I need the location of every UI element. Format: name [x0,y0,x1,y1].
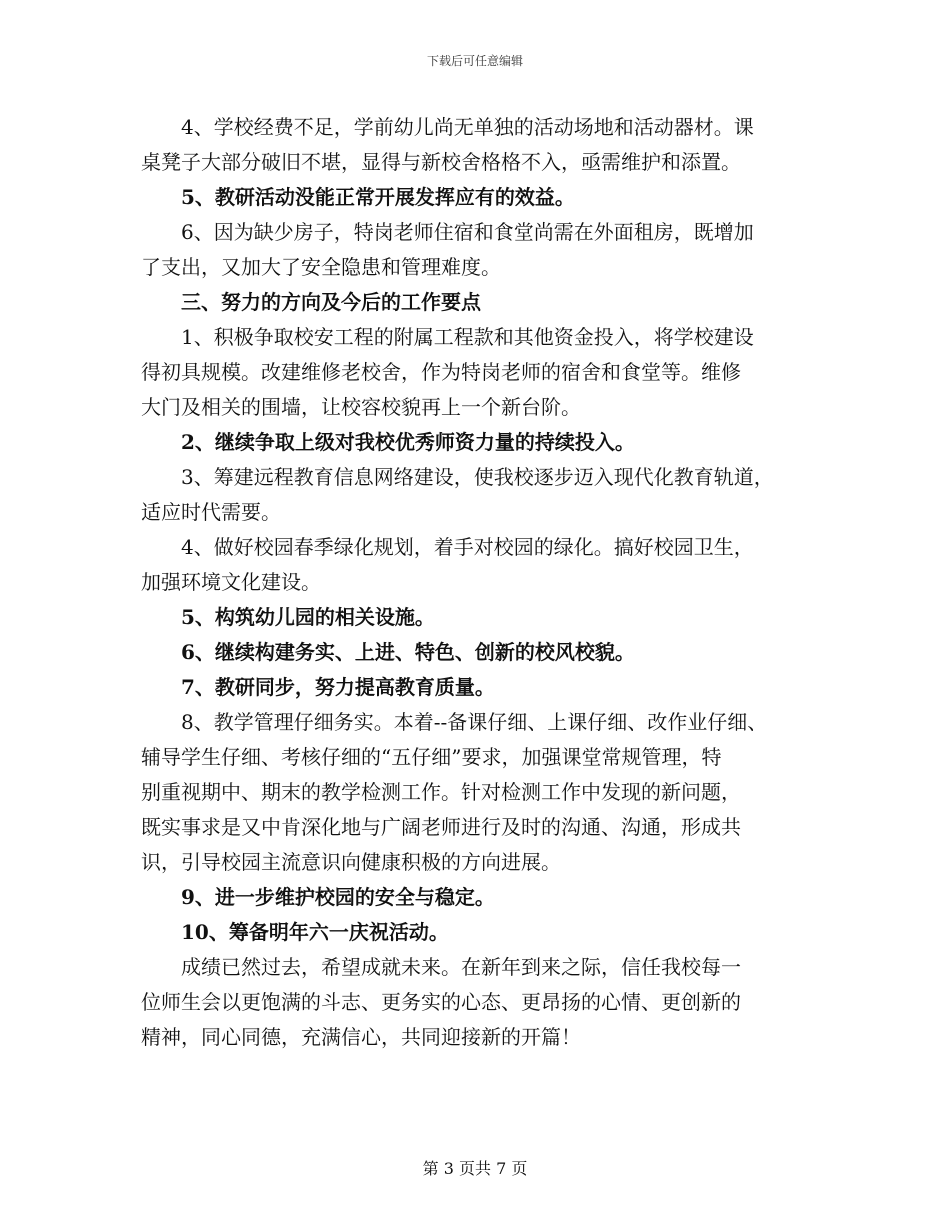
text-line: 桌凳子大部分破旧不堪，显得与新校舍格格不入，亟需维护和添置。 [141,150,741,174]
paragraph [141,215,831,285]
bold-paragraph [141,425,831,460]
text-line: 识，引导校园主流意识向健康积极的方向进展。 [141,850,561,874]
text-line: 别重视期中、期末的教学检测工作。针对检测工作中发现的新问题， [141,780,741,804]
paragraph [141,705,831,880]
paragraph [141,320,831,425]
paragraph [141,460,831,530]
page-footer: 第 3 页共 7 页 [422,1159,528,1178]
text-line: 既实事求是又中肯深化地与广阔老师进行及时的沟通、沟通，形成共 [141,815,741,839]
text-line: 6、继续构建务实、上进、特色、创新的校风校貌。 [181,640,635,664]
text-line: 精神，同心同德，充满信心，共同迎接新的开篇！ [141,1025,581,1049]
text-line: 5、构筑幼儿园的相关设施。 [181,605,435,629]
bold-paragraph [141,670,831,705]
text-line: 加强环境文化建设。 [141,570,321,594]
text-line: 适应时代需要。 [141,500,281,524]
text-line: 1、积极争取校安工程的附属工程款和其他资金投入，将学校建设 [181,325,754,349]
document-body [141,110,831,1055]
bold-paragraph [141,180,831,215]
text-line: 2、继续争取上级对我校优秀师资力量的持续投入。 [181,430,635,454]
text-line: 三、努力的方向及今后的工作要点 [181,290,481,314]
bold-paragraph [141,880,831,915]
text-line: 4、学校经费不足，学前幼儿尚无单独的活动场地和活动器材。课 [181,115,754,139]
text-line: 得初具规模。改建维修老校舍，作为特岗老师的宿舍和食堂等。维修 [141,360,741,384]
bold-paragraph [141,915,831,950]
text-line: 大门及相关的围墙，让校容校貌再上一个新台阶。 [141,395,581,419]
bold-paragraph [141,285,831,320]
bold-paragraph [141,600,831,635]
text-line: 4、做好校园春季绿化规划，着手对校园的绿化。搞好校园卫生， [181,535,754,559]
text-line: 5、教研活动没能正常开展发挥应有的效益。 [181,185,575,209]
text-line: 8、教学管理仔细务实。本着--备课仔细、上课仔细、改作业仔细、 [181,710,768,734]
text-line: 成绩已然过去，希望成就未来。在新年到来之际，信任我校每一 [181,955,741,979]
paragraph [141,110,831,180]
text-line: 7、教研同步，努力提高教育质量。 [181,675,495,699]
text-line: 位师生会以更饱满的斗志、更务实的心态、更昂扬的心情、更创新的 [141,990,741,1014]
text-line: 6、因为缺少房子，特岗老师住宿和食堂尚需在外面租房，既增加 [181,220,754,244]
text-line: 了支出，又加大了安全隐患和管理难度。 [141,255,501,279]
paragraph [141,950,831,1055]
text-line: 3、筹建远程教育信息网络建设，使我校逐步迈入现代化教育轨道， [181,465,774,489]
text-line: 辅导学生仔细、考核仔细的“五仔细”要求，加强课堂常规管理，特 [141,745,722,769]
text-line: 10、筹备明年六一庆祝活动。 [181,920,449,944]
bold-paragraph [141,635,831,670]
page-header: 下载后可任意编辑 [426,54,523,68]
text-line: 9、进一步维护校园的安全与稳定。 [181,885,495,909]
paragraph [141,530,831,600]
